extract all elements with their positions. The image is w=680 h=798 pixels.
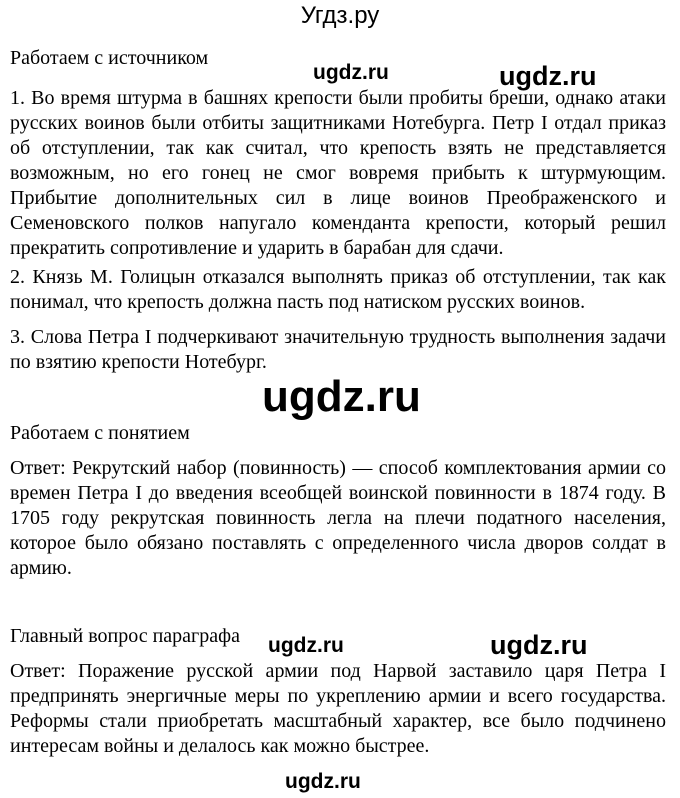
watermark: ugdz.ru: [285, 770, 361, 793]
text-line: 1705 году рекрутская повинность легла на плечи податного населения,: [10, 507, 666, 529]
text-line: армию.: [10, 557, 72, 579]
text-line: по взятию крепости Нотебург.: [10, 351, 267, 373]
text-line: русских воинов были отбиты защитниками Нотебурга. Петр I отдал приказ: [10, 112, 666, 134]
watermark: ugdz.ru: [313, 61, 389, 84]
text-line: прекратить сопротивление и ударить в барабан для сдачи.: [10, 237, 504, 259]
text-line: Реформы стали приобретать масштабный характер, все было подчинено: [10, 710, 666, 732]
source-paragraph-3: [10, 325, 666, 375]
concept-answer: [10, 456, 666, 581]
source-paragraph-1: [10, 86, 666, 261]
text-line: понимал, что крепость должна пасть под натиском русских воинов.: [10, 291, 586, 313]
section-heading-source: Работаем с источником: [10, 47, 209, 69]
main-question-answer: [10, 659, 666, 759]
text-line: 3. Слова Петра I подчеркивают значительную трудность выполнения задачи: [10, 326, 666, 348]
watermark: ugdz.ru: [262, 372, 421, 421]
source-paragraph-2: [10, 265, 666, 315]
text-line: Ответ: Поражение русской армии под Нарвой заставило царя Петра I: [10, 660, 666, 682]
text-line: 2. Князь М. Голицын отказался выполнять приказ об отступлении, так как: [10, 266, 666, 288]
watermark: ugdz.ru: [268, 634, 344, 657]
watermark: ugdz.ru: [490, 630, 588, 660]
section-heading-concept: Работаем с понятием: [10, 422, 190, 444]
text-line: Ответ: Рекрутский набор (повинность) — способ комплектования армии со: [10, 457, 666, 479]
section-heading-main-question: Главный вопрос параграфа: [10, 625, 240, 647]
text-line: предпринять энергичные меры по укреплению армии и всего государства.: [10, 685, 666, 707]
text-line: возможным, но его гонец не смог вовремя прибыть к штурмующим.: [10, 162, 666, 184]
text-line: которое было обязано поставлять с определенного числа дворов солдат в: [10, 532, 666, 554]
text-line: Прибытие дополнительных сил в лице воинов Преображенского и: [10, 187, 666, 209]
text-line: 1. Во время штурма в башнях крепости были пробиты бреши, однако атаки: [10, 87, 666, 109]
text-line: времен Петра I до введения всеобщей воинской повинности в 1874 году. В: [10, 482, 666, 504]
site-title: Угдз.ру: [300, 2, 380, 29]
text-line: интересам войны и делалось как можно быстрее.: [10, 735, 430, 757]
watermark: ugdz.ru: [499, 61, 597, 91]
text-line: Семеновского полков напугало коменданта крепости, который решил: [10, 212, 666, 234]
text-line: об отступлении, так как считал, что крепость взять не представляется: [10, 137, 666, 159]
